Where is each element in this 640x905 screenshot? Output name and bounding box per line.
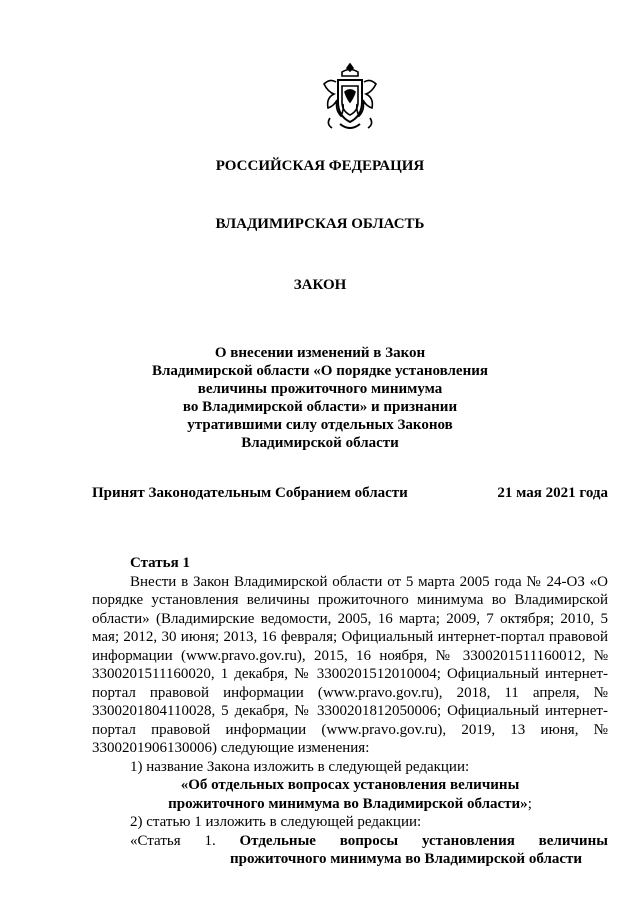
law-title-line: Владимирской области «О порядке установления	[152, 363, 488, 379]
law-title-line: Владимирской области	[241, 435, 399, 451]
law-title-line: величины прожиточного минимума	[197, 381, 443, 397]
article-body	[92, 554, 608, 869]
new-article-1-heading-cont: прожиточного минимума во Владимирской области	[230, 851, 583, 867]
new-title-line-2	[92, 795, 608, 814]
doc-type-heading: ЗАКОН	[293, 277, 347, 293]
st1-word: вопросы	[339, 832, 399, 849]
st1-word: величины	[538, 832, 608, 849]
coat-of-arms-emblem	[318, 60, 382, 134]
adopted-by: Принят Законодательным Собранием области	[92, 485, 408, 501]
st1-word: «Статья	[130, 832, 181, 849]
region-heading: ВЛАДИМИРСКАЯ ОБЛАСТЬ	[215, 216, 425, 232]
st1-word: 1.	[204, 832, 216, 849]
adoption-line	[92, 484, 608, 502]
st1-word: Отдельные	[239, 832, 316, 849]
new-title-end-punct: ;	[527, 795, 532, 812]
article-title: Статья 1	[130, 555, 190, 571]
amendment-item-1: 1) название Закона изложить в следующей редакции:	[130, 758, 470, 775]
new-title-line-1: «Об отдельных вопросах установления величины	[180, 777, 520, 793]
new-title-line-2-text: прожиточного минимума во Владимирской области»	[168, 795, 528, 812]
amendment-item-2: 2) статью 1 изложить в следующей редакции:	[130, 814, 422, 830]
law-title-line: О внесении изменений в Закон	[214, 345, 426, 361]
new-article-1-heading	[92, 832, 608, 851]
st1-word: установления	[421, 832, 515, 849]
article-main-paragraph: Внести в Закон Владимирской области от 5 марта 2005 года № 24-ОЗ «О порядке установления величины прожиточного минимума во Владимирской области» (Владимирские ведомости, 2005, 16 марта; 2009, 7 октября; 2010, 5 мая; 2012, 30 июня; 2013, 16 февраля; Официальный интернет-портал правовой информации (www.pravo.gov.ru), 2015, 16 ноября, № 3300201511160012, № 3300201511160020, 1 декабря, № 3300201512010004; Официальный интернет-портал правовой информации (www.pravo.gov.ru), 2018, 11 апреля, № 3300201804110028, 5 декабря, № 3300201812050006; Официальный интернет-портал правовой информации (www.pravo.gov.ru), 2019, 13 июня, № 3300201906130006) следующие изменения:	[92, 573, 608, 756]
country-heading: РОССИЙСКАЯ ФЕДЕРАЦИЯ	[215, 158, 425, 174]
adoption-date: 21 мая 2021 года	[497, 485, 608, 501]
law-title-line: утратившими силу отдельных Законов	[187, 417, 453, 433]
law-title-line: во Владимирской области» и признании	[182, 399, 458, 415]
